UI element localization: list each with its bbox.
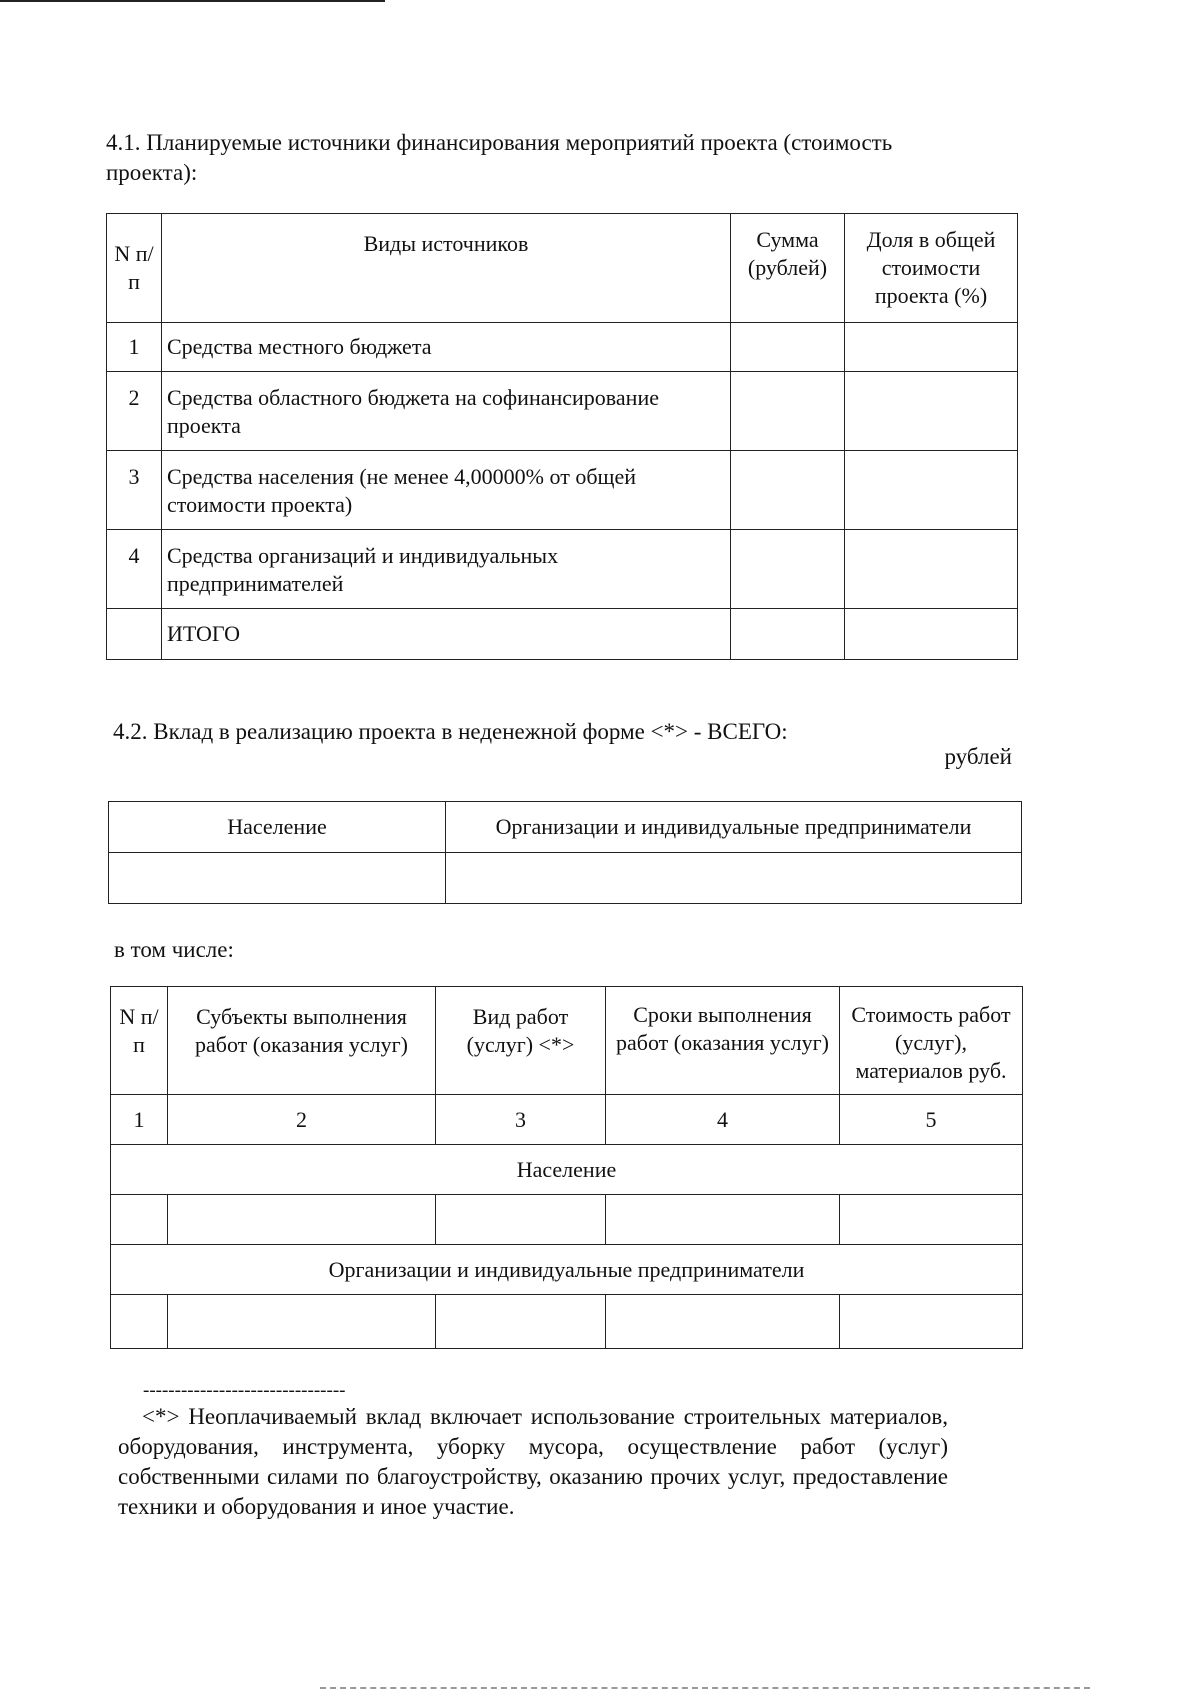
section-4-2-unit: рублей bbox=[944, 744, 1012, 769]
empty-cell bbox=[436, 1195, 606, 1245]
row-sum bbox=[731, 451, 845, 530]
table-row bbox=[109, 853, 1022, 904]
row-share bbox=[845, 609, 1018, 660]
table-row bbox=[107, 372, 1018, 451]
column-numbers-row bbox=[111, 1095, 1023, 1145]
col-header-num: N п/п bbox=[107, 214, 162, 323]
column-number: 2 bbox=[168, 1095, 436, 1145]
funding-sources-table bbox=[106, 213, 1018, 660]
row-share bbox=[845, 372, 1018, 451]
empty-cell bbox=[111, 1295, 168, 1349]
table-row bbox=[111, 1295, 1023, 1349]
table-header-row bbox=[109, 802, 1022, 853]
row-sum bbox=[731, 609, 845, 660]
col-header-work-type: Вид работ (услуг) <*> bbox=[436, 987, 606, 1095]
value-population bbox=[109, 853, 446, 904]
column-number: 1 bbox=[111, 1095, 168, 1145]
group-row-organizations bbox=[111, 1245, 1023, 1295]
table-header-row bbox=[111, 987, 1023, 1095]
section-4-1-title: 4.1. Планируемые источники финансирования мероприятий проекта (стоимость проекта): bbox=[106, 130, 893, 185]
table-row bbox=[107, 530, 1018, 609]
empty-cell bbox=[436, 1295, 606, 1349]
table-row-total bbox=[107, 609, 1018, 660]
col-header-cost: Стоимость работ (услуг), материалов руб. bbox=[840, 987, 1023, 1095]
empty-cell bbox=[840, 1195, 1023, 1245]
empty-cell bbox=[168, 1295, 436, 1349]
table-row bbox=[107, 323, 1018, 372]
empty-cell bbox=[840, 1295, 1023, 1349]
group-row-population bbox=[111, 1145, 1023, 1195]
col-header-subjects: Субъекты выполнения работ (оказания услуг) bbox=[168, 987, 436, 1095]
column-number: 3 bbox=[436, 1095, 606, 1145]
row-share bbox=[845, 451, 1018, 530]
table-row bbox=[111, 1195, 1023, 1245]
column-number: 4 bbox=[606, 1095, 840, 1145]
footnote-separator: -------------------------------- bbox=[143, 1380, 346, 1401]
table-header-row bbox=[107, 214, 1018, 323]
row-share bbox=[845, 530, 1018, 609]
row-source: Средства местного бюджета bbox=[162, 323, 731, 372]
row-num: 2 bbox=[107, 372, 162, 451]
row-source: Средства населения (не менее 4,00000% от общей стоимости проекта) bbox=[162, 451, 731, 530]
col-header-deadlines: Сроки выполнения работ (оказания услуг) bbox=[606, 987, 840, 1095]
row-source: Средства областного бюджета на софинансирование проекта bbox=[162, 372, 731, 451]
scan-bottom-edge bbox=[320, 1687, 1090, 1689]
col-header-share: Доля в общей стоимости проекта (%) bbox=[845, 214, 1018, 323]
row-sum bbox=[731, 530, 845, 609]
row-num: 3 bbox=[107, 451, 162, 530]
empty-cell bbox=[606, 1195, 840, 1245]
non-monetary-summary-table bbox=[108, 801, 1022, 904]
row-source: Средства организаций и индивидуальных предпринимателей bbox=[162, 530, 731, 609]
col-header-source: Виды источников bbox=[162, 214, 731, 323]
row-num: 1 bbox=[107, 323, 162, 372]
row-num bbox=[107, 609, 162, 660]
row-share bbox=[845, 323, 1018, 372]
col-header-sum: Сумма (рублей) bbox=[731, 214, 845, 323]
value-organizations bbox=[446, 853, 1022, 904]
col-header-population: Население bbox=[109, 802, 446, 853]
empty-cell bbox=[606, 1295, 840, 1349]
section-4-2-title: 4.2. Вклад в реализацию проекта в неденежной форме <*> - ВСЕГО: bbox=[113, 719, 788, 744]
non-monetary-detail-table bbox=[110, 986, 1023, 1349]
column-number: 5 bbox=[840, 1095, 1023, 1145]
footnote-text: <*> Неоплачиваемый вклад включает использование строительных материалов, оборудования, инструмента, уборку мусора, осуществление работ (услуг) собственными силами по благоустройству, оказанию прочих услуг, предоставление техники и оборудования и иное участие. bbox=[118, 1404, 948, 1519]
table-row bbox=[107, 451, 1018, 530]
empty-cell bbox=[111, 1195, 168, 1245]
including-label: в том числе: bbox=[114, 937, 234, 962]
row-sum bbox=[731, 323, 845, 372]
row-source: ИТОГО bbox=[162, 609, 731, 660]
col-header-organizations: Организации и индивидуальные предприниматели bbox=[446, 802, 1022, 853]
col-header-num: N п/п bbox=[111, 987, 168, 1095]
group-label-organizations: Организации и индивидуальные предприниматели bbox=[111, 1245, 1023, 1295]
group-label-population: Население bbox=[111, 1145, 1023, 1195]
scan-top-edge bbox=[0, 0, 385, 2]
row-sum bbox=[731, 372, 845, 451]
row-num: 4 bbox=[107, 530, 162, 609]
empty-cell bbox=[168, 1195, 436, 1245]
